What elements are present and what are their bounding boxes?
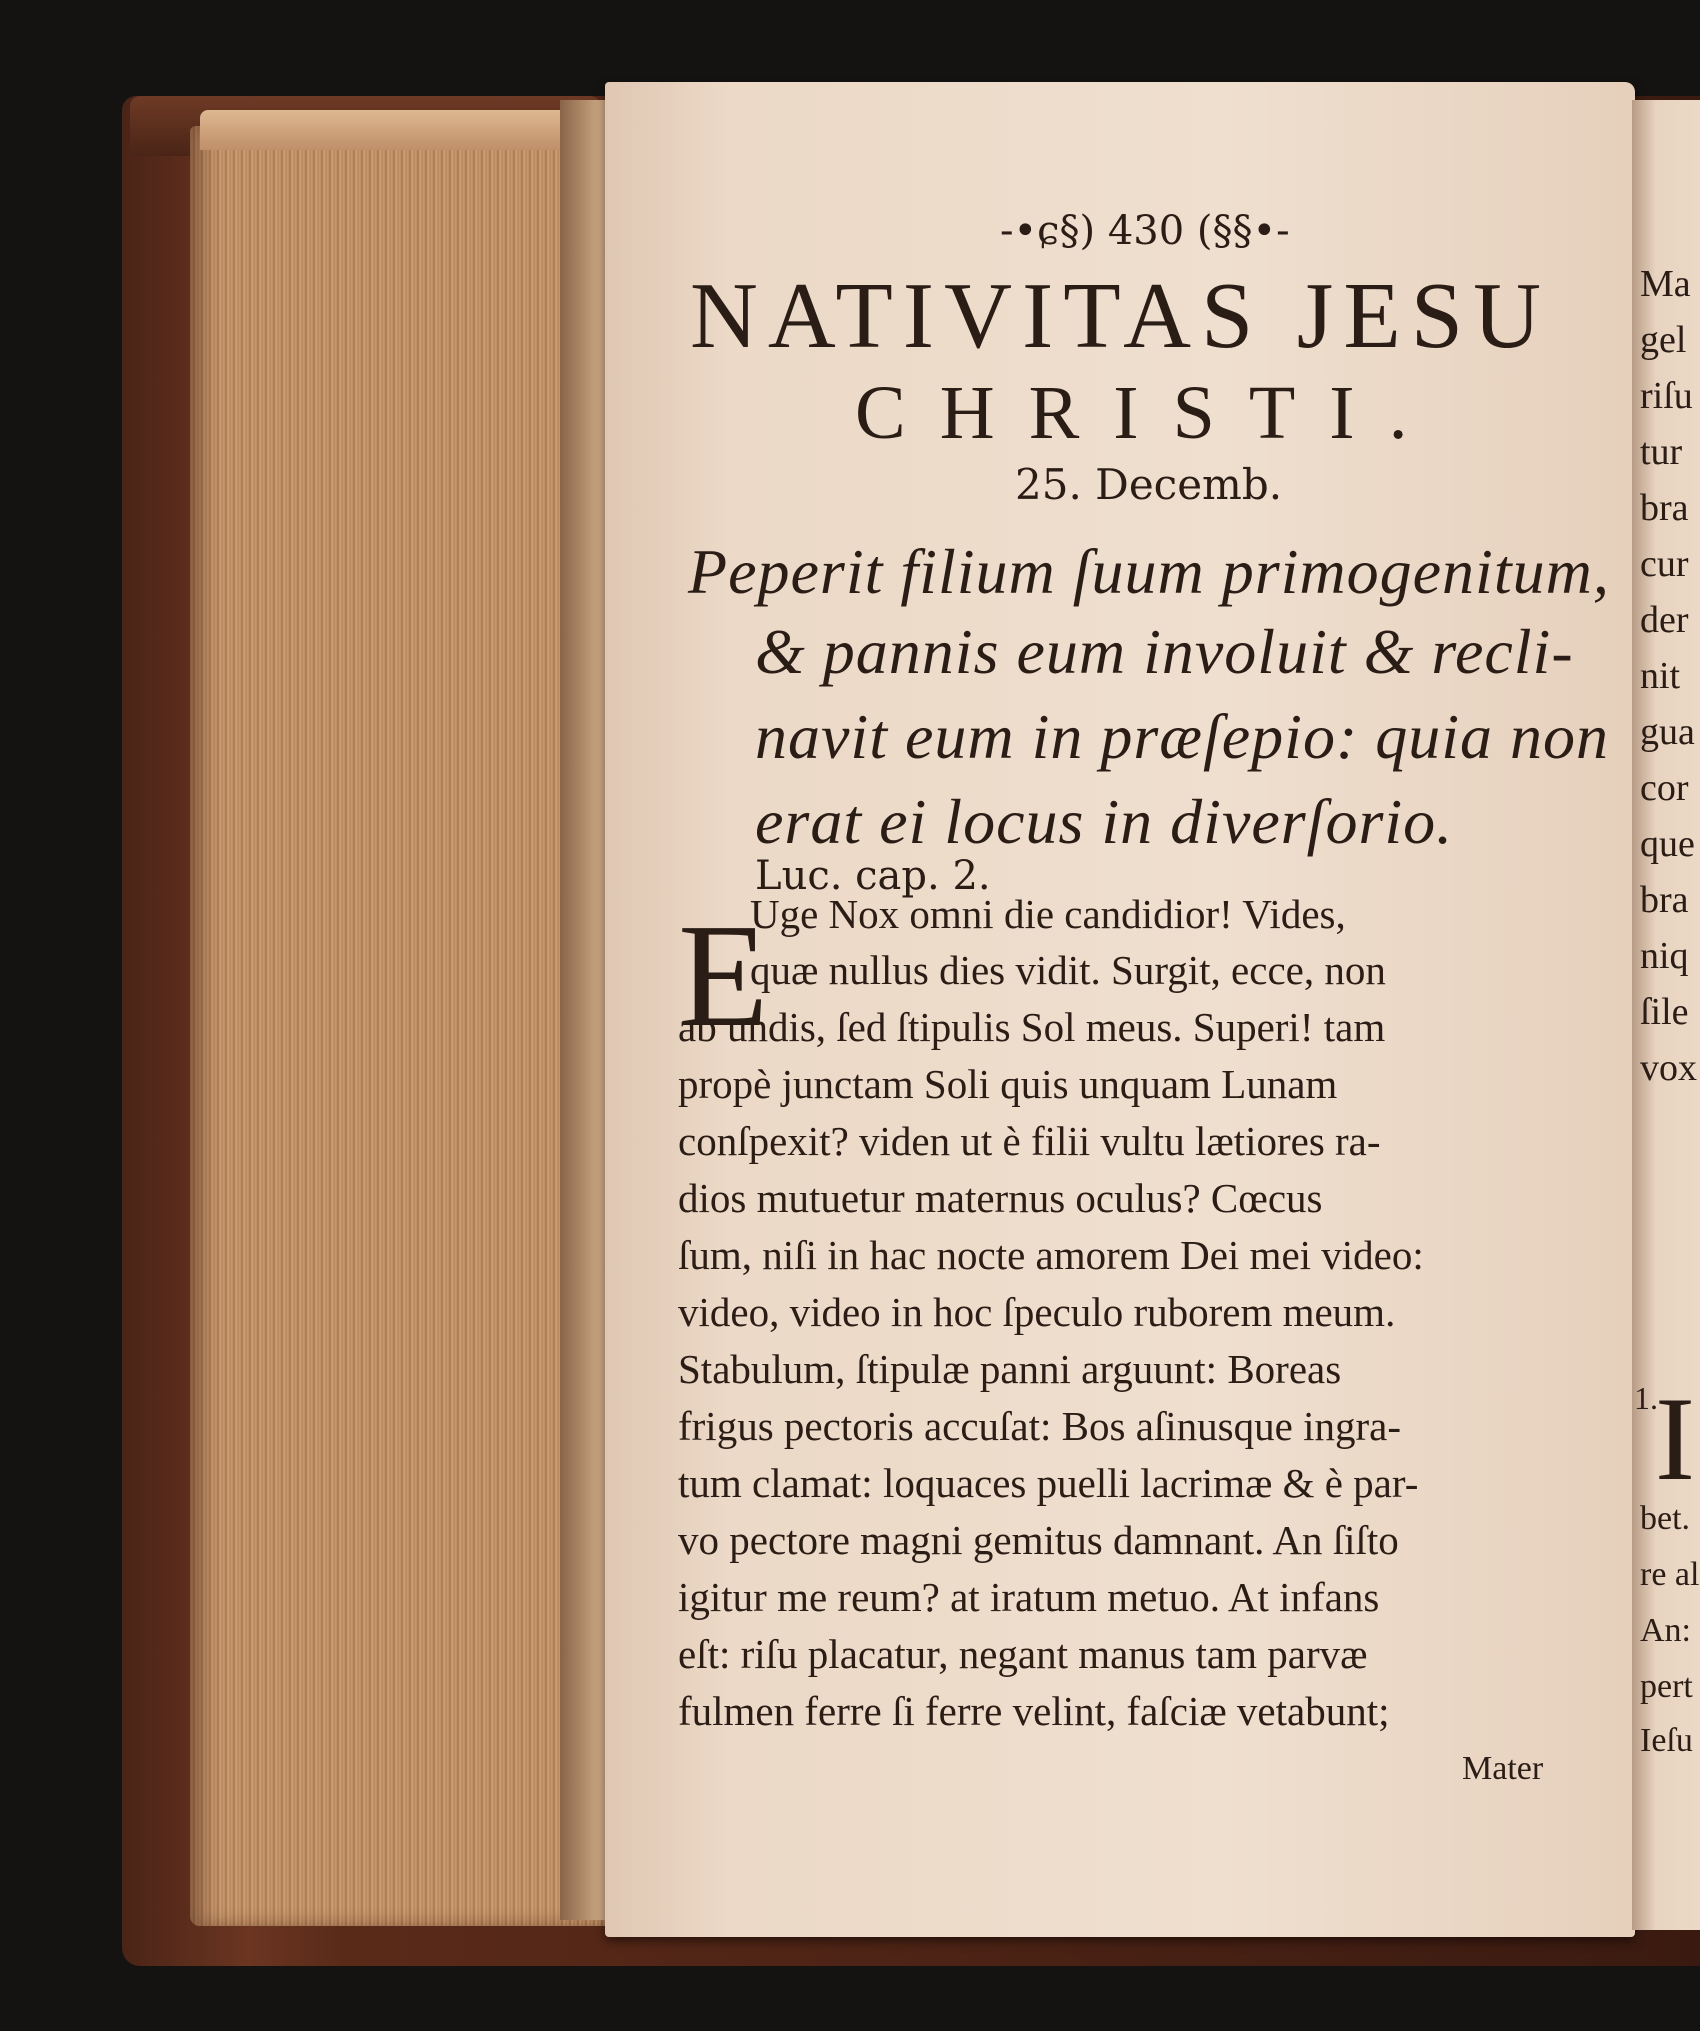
right-page-line: gel: [1640, 319, 1687, 361]
right-page-line: Ma: [1640, 263, 1691, 305]
right-page-line: riſu: [1640, 375, 1693, 417]
right-section-number: 1.: [1634, 1380, 1658, 1416]
body-line: eſt: riſu placatur, negant manus tam parvæ: [678, 1631, 1368, 1677]
right-page-line: vox: [1640, 1047, 1697, 1089]
right-page-line: que: [1640, 823, 1695, 865]
body-line: vo pectore magni gemitus damnant. An ſiſto: [678, 1517, 1399, 1563]
verse-line: & pannis eum involuit & recli-: [755, 616, 1574, 687]
right-page-line: bet.: [1640, 1500, 1691, 1537]
right-page-line: nit: [1640, 655, 1681, 697]
verse-line: Peperit filium ſuum primogenitum,: [688, 536, 1610, 607]
right-page-line: gua: [1640, 711, 1695, 753]
body-line: fulmen ferre ſi ferre velint, faſciæ vetabunt;: [678, 1688, 1390, 1734]
verse-reference: Luc. cap. 2.: [755, 853, 991, 899]
body-line: dios mutuetur maternus oculus? Cœcus: [678, 1175, 1323, 1221]
page-edges: [190, 126, 610, 1926]
catchword: Mater: [1462, 1750, 1544, 1787]
body-line: quæ nullus dies vidit. Surgit, ecce, non: [750, 947, 1386, 993]
body-line: igitur me reum? at iratum metuo. At infans: [678, 1574, 1380, 1620]
right-page-line: Ieſu: [1640, 1722, 1693, 1759]
title-line-1: NATIVITAS JESU: [690, 264, 1551, 368]
page-header: -•ɕ§) 430 (§§•-: [1000, 208, 1290, 254]
right-page-line: An:: [1640, 1612, 1691, 1649]
verse-line: erat ei locus in diverſorio.: [755, 786, 1454, 857]
right-page-line: tur: [1640, 431, 1683, 473]
body-line: Uge Nox omni die candidior! Vides,: [750, 891, 1346, 937]
body-line: ſum, niſi in hac nocte amorem Dei mei video:: [678, 1232, 1424, 1278]
right-page-line: bra: [1640, 487, 1689, 529]
body-line: propè junctam Soli quis unquam Lunam: [678, 1061, 1338, 1107]
body-line: video, video in hoc ſpeculo ruborem meum.: [678, 1289, 1396, 1335]
body-line: tum clamat: loquaces puelli lacrimæ & è par-: [678, 1460, 1419, 1506]
body-line: conſpexit? viden ut è filii vultu lætiores ra-: [678, 1118, 1381, 1164]
right-page-line: niq: [1640, 935, 1689, 977]
body-line: frigus pectoris accuſat: Bos aſinusque ingra-: [678, 1403, 1401, 1449]
right-page-line: bra: [1640, 879, 1689, 921]
title-line-2: CHRISTI.: [855, 371, 1442, 455]
page-edges-top: [200, 110, 600, 150]
feast-date: 25. Decemb.: [1015, 460, 1283, 509]
right-page-line: cor: [1640, 767, 1689, 809]
right-page-line: der: [1640, 599, 1689, 641]
right-page-line: re al: [1640, 1556, 1700, 1593]
right-page-line: cur: [1640, 543, 1689, 585]
right-page-line: pert: [1640, 1668, 1693, 1705]
verse-line: navit eum in præſepio: quia non: [755, 701, 1610, 772]
body-line: Stabulum, ſtipulæ panni arguunt: Boreas: [678, 1346, 1342, 1392]
right-page-line: ſile: [1640, 991, 1689, 1033]
right-drop-cap: I: [1655, 1372, 1695, 1505]
body-line: ab undis, ſed ſtipulis Sol meus. Superi! tam: [678, 1004, 1386, 1050]
drop-cap: E: [678, 894, 769, 1058]
